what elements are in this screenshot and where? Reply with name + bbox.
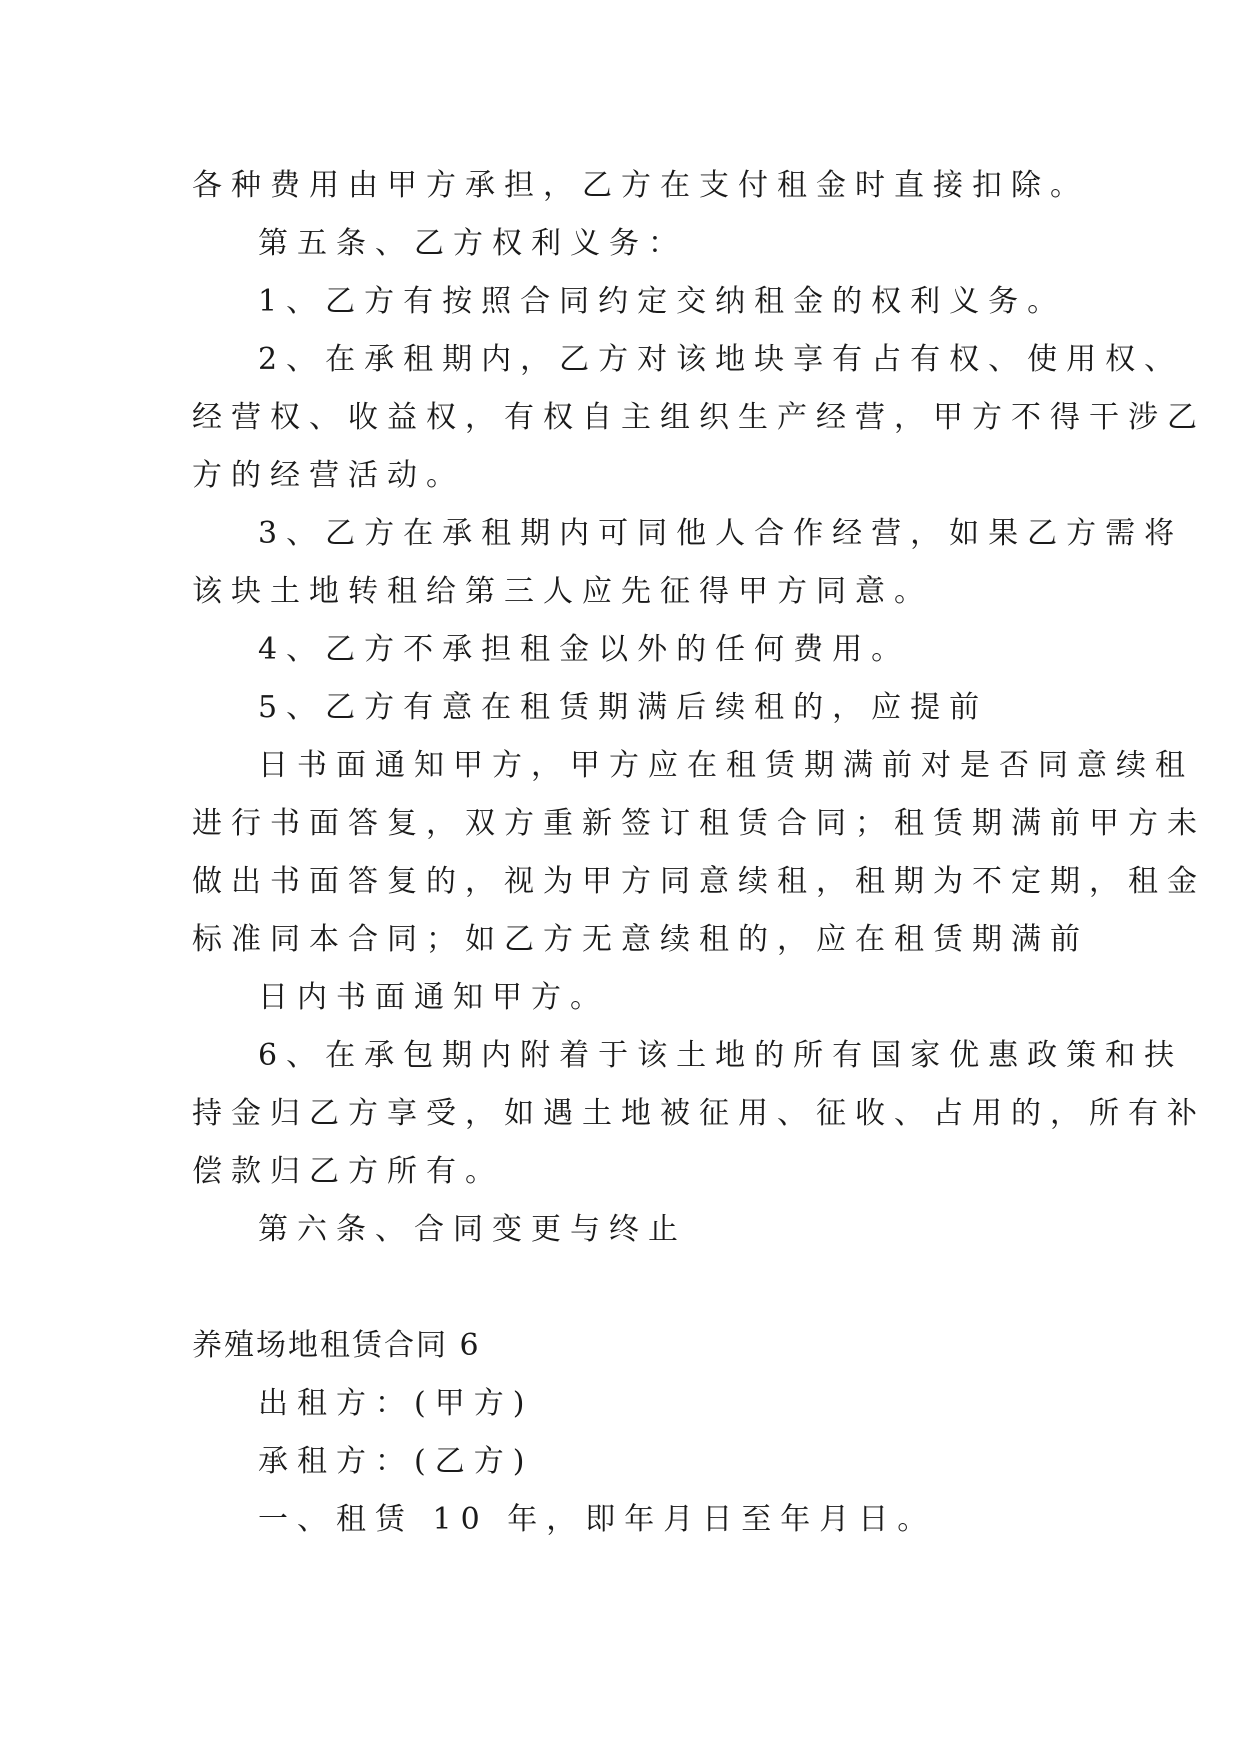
list-item: 3、乙方在承租期内可同他人合作经营，如果乙方需将 [258,516,1184,551]
paragraph-line: 经营权、收益权，有权自主组织生产经营，甲方不得干涉乙 [192,400,1206,435]
paragraph-line: 日内书面通知甲方。 [258,980,609,1015]
paragraph-line: 持金归乙方享受，如遇土地被征用、征收、占用的，所有补 [192,1096,1206,1131]
list-item: 2、在承租期内，乙方对该地块享有占有权、使用权、 [258,342,1184,377]
list-item: 1、乙方有按照合同约定交纳租金的权利义务。 [258,284,1067,319]
paragraph-line: 标准同本合同；如乙方无意续租的，应在租赁期满前 [192,922,1089,957]
paragraph-line: 方的经营活动。 [192,458,465,493]
article-six-heading: 第六条、合同变更与终止 [258,1212,687,1247]
lessor-line: 出租方：(甲方) [258,1386,534,1421]
section-title: 养殖场地租赁合同 6 [192,1328,481,1363]
list-item: 4、乙方不承担租金以外的任何费用。 [258,632,911,667]
paragraph-line: 日书面通知甲方，甲方应在租赁期满前对是否同意续租 [258,748,1194,783]
list-item: 5、乙方有意在租赁期满后续租的，应提前 [258,690,989,725]
list-item: 6、在承包期内附着于该土地的所有国家优惠政策和扶 [258,1038,1184,1073]
lease-term-line: 一、租赁 10 年，即年月日至年月日。 [258,1502,937,1537]
paragraph-line: 该块土地转租给第三人应先征得甲方同意。 [192,574,933,609]
paragraph-line: 做出书面答复的，视为甲方同意续租，租期为不定期，租金 [192,864,1206,899]
paragraph-line: 偿款归乙方所有。 [192,1154,504,1189]
lessee-line: 承租方：(乙方) [258,1444,534,1479]
article-five-heading: 第五条、乙方权利义务： [258,226,687,261]
paragraph-line: 进行书面答复，双方重新签订租赁合同；租赁期满前甲方未 [192,806,1206,841]
paragraph-line: 各种费用由甲方承担，乙方在支付租金时直接扣除。 [192,168,1089,203]
